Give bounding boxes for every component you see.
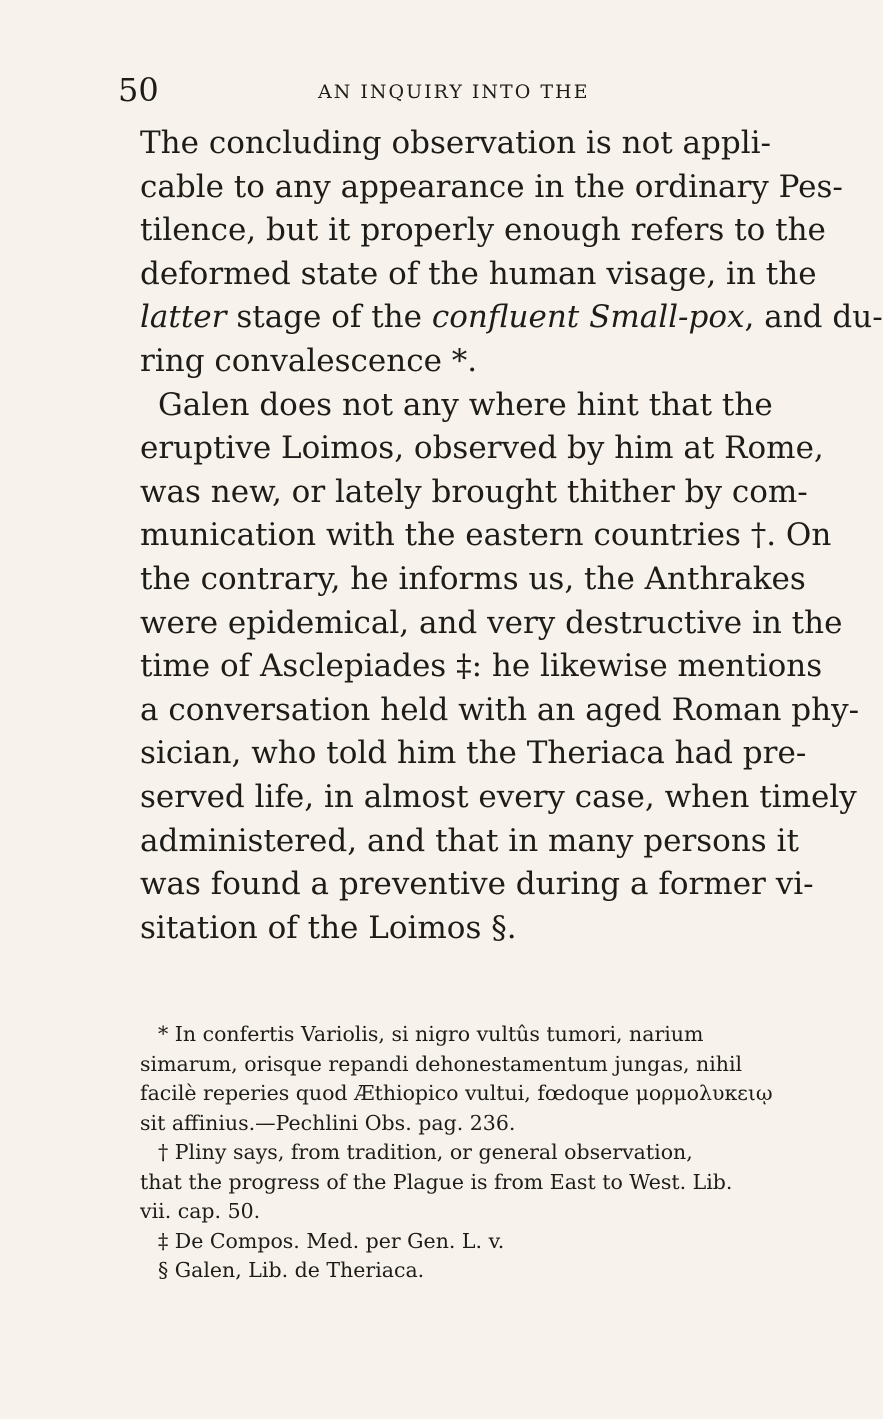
italic-confluent-small-pox: confluent Small-pox xyxy=(431,299,745,336)
page-header xyxy=(118,72,682,112)
body-line: Galen does not any where hint that the xyxy=(158,386,773,423)
page-number: 50 xyxy=(118,71,159,109)
body-line: deformed state of the human visage, in the xyxy=(140,255,817,292)
body-line: The concluding observation is not appli- xyxy=(140,125,772,161)
italic-latter: latter xyxy=(140,299,227,336)
body-line: a conversation held with an aged Roman phy- xyxy=(140,691,860,728)
body-line: cable to any appearance in the ordinary Pes- xyxy=(140,168,843,205)
body-line: sitation of the Loimos §. xyxy=(140,909,517,946)
footnote-line: † Pliny says, from tradition, or general observation, xyxy=(158,1140,693,1164)
footnote-line: * In confertis Variolis, si nigro vultûs tumori, narium xyxy=(158,1022,704,1046)
body-line: was new, or lately brought thither by com- xyxy=(140,473,808,510)
footnote-line: vii. cap. 50. xyxy=(140,1199,261,1223)
body-line: were epidemical, and very destructive in the xyxy=(140,604,843,641)
body-line: ring convalescence *. xyxy=(140,342,478,379)
body-line xyxy=(140,296,883,340)
body-line: time of Asclepiades ‡: he likewise mentions xyxy=(140,648,823,685)
body-line: administered, and that in many persons it xyxy=(140,822,799,859)
footnote-line: § Galen, Lib. de Theriaca. xyxy=(158,1258,425,1282)
body-line: eruptive Loimos, observed by him at Rome, xyxy=(140,430,824,467)
body-line: sician, who told him the Theriaca had pre- xyxy=(140,735,807,772)
body-line: tilence, but it properly enough refers to the xyxy=(140,212,826,249)
running-head: AN INQUIRY INTO THE xyxy=(318,81,590,103)
body-text xyxy=(140,122,883,950)
footnote-line: sit affinius.—Pechlini Obs. pag. 236. xyxy=(140,1110,516,1135)
footnote-line: simarum, orisque repandi dehonestamentum jungas, nihil xyxy=(140,1051,743,1076)
body-line: served life, in almost every case, when timely xyxy=(140,778,857,815)
footnote-line: ‡ De Compos. Med. per Gen. L. v. xyxy=(158,1228,505,1253)
footnotes xyxy=(140,1020,773,1286)
body-line: the contrary, he informs us, the Anthrakes xyxy=(140,560,806,597)
body-line: was found a preventive during a former vi- xyxy=(140,866,814,903)
footnote-line: facilè reperies quod Æthiopico vultui, fœdoque μορμολυκειῳ xyxy=(140,1081,773,1105)
body-line-tail: , and du- xyxy=(744,299,883,336)
body-line: munication with the eastern countries †. On xyxy=(140,517,832,554)
footnote-line: that the progress of the Plague is from East to West. Lib. xyxy=(140,1169,733,1194)
body-line-mid: stage of the xyxy=(226,299,432,336)
